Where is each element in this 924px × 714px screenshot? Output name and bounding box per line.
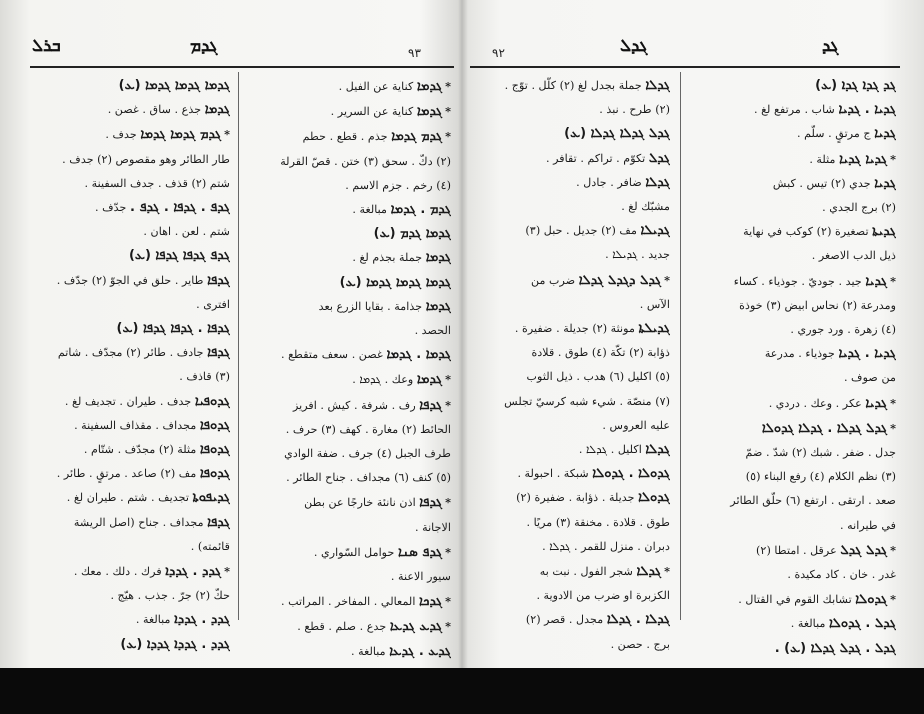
dictionary-entry bbox=[246, 516, 451, 540]
entry-marker: * bbox=[445, 79, 451, 93]
headword: ܓܕܦܐ bbox=[419, 495, 443, 511]
dictionary-entry bbox=[30, 438, 230, 462]
headword: ܓܕܝܠܐ bbox=[640, 223, 670, 239]
headword: ܓܕܘܦܝܐ bbox=[194, 393, 230, 409]
definition-text: جدع . صلم . قطع . bbox=[297, 620, 387, 634]
dictionary-entry bbox=[470, 341, 670, 365]
dictionary-entry bbox=[246, 343, 451, 367]
headword: ܓܕܘܠܐ bbox=[855, 592, 888, 608]
headword: ܓܕܟܐ bbox=[419, 594, 443, 610]
dictionary-entry bbox=[470, 147, 670, 171]
definition-text: مجداف . جناح (اصل الريشة bbox=[73, 515, 204, 529]
dictionary-entry bbox=[30, 220, 230, 244]
dictionary-entry bbox=[246, 295, 451, 319]
headword: ܓܕܠܐ bbox=[636, 564, 662, 580]
dictionary-entry bbox=[688, 220, 896, 244]
definition-text: جذع . ساق . غصن . bbox=[107, 103, 202, 117]
dictionary-entry bbox=[688, 489, 896, 513]
definition-text: مونثة (٢) جديلة . ضفيرة . bbox=[514, 322, 635, 336]
definition-text: طوق . قلادة . مخنقة (٣) مريًا . bbox=[526, 515, 670, 529]
dictionary-entry bbox=[30, 365, 230, 389]
definition-text: ذيل الدب الاصغر . bbox=[811, 249, 896, 263]
definition-text: من صوف . bbox=[843, 371, 896, 385]
headword: ܓܕܝܠܬܐ bbox=[638, 321, 670, 337]
column-left bbox=[470, 74, 670, 651]
headword: ܓܕܡܐ bbox=[416, 79, 443, 94]
scan-border bbox=[0, 668, 924, 714]
headword: ܓܕܡܐ . ܓܕܡܐ bbox=[386, 347, 451, 363]
dictionary-entry bbox=[30, 511, 230, 535]
definition-text: ضافر . جادل . bbox=[576, 175, 642, 189]
definition-text: الاجانة . bbox=[414, 520, 451, 534]
dictionary-entry bbox=[30, 74, 230, 98]
dictionary-entry bbox=[688, 342, 896, 366]
definition-text: تكوّم . تراكم . تقافر . bbox=[545, 151, 646, 165]
definition-text: جدف . bbox=[105, 128, 137, 142]
definition-text: فرك . دلك . معك . bbox=[73, 565, 162, 579]
headword: ܓܕܦ ܓܕܦܐ ܓܕܦܐ (ܥ) bbox=[128, 248, 230, 264]
headword: ܓܕܡܐ bbox=[416, 104, 443, 120]
headword: ܓܕܘܠܐ . ܓܕܘܠܐ bbox=[592, 466, 670, 482]
dictionary-entry bbox=[246, 589, 451, 614]
entry-marker: * bbox=[664, 564, 670, 579]
entry-marker: * bbox=[890, 273, 896, 288]
dictionary-entry bbox=[470, 74, 670, 98]
definition-text: (٢) برج الجدي . bbox=[822, 201, 896, 215]
definition-text: مبالغة . bbox=[135, 613, 171, 627]
dictionary-entry bbox=[30, 535, 230, 559]
definition-text: حوامل السّواري . bbox=[313, 545, 395, 559]
dictionary-entry bbox=[246, 174, 451, 198]
definition-text: كناية عن الفيل . bbox=[338, 80, 414, 93]
header-rule bbox=[30, 66, 454, 68]
dictionary-entry bbox=[470, 584, 670, 608]
definition-text: جملة بجدل لغ (٢) كلّل . توّج . bbox=[504, 79, 642, 92]
entry-marker: * bbox=[224, 564, 230, 579]
column-divider bbox=[680, 72, 681, 620]
definition-text: مبالغة . bbox=[352, 203, 388, 217]
definition-text: كناية عن السرير . bbox=[330, 105, 414, 119]
definition-text: مبالغة . bbox=[790, 617, 826, 631]
definition-text: صعد . ارتقى . ارتفع (٦) حلّق الطائر bbox=[730, 494, 896, 508]
definition-text: (٤) رخم . جزم الاسم . bbox=[345, 178, 451, 192]
headword: ܓܕܘܦܐ bbox=[199, 466, 230, 482]
definition-text: رف . شرفة . كيش . افريز bbox=[292, 398, 416, 412]
definition-text: جذامة . بقايا الزرع بعد bbox=[318, 299, 423, 313]
headword: ܓܕܠ bbox=[648, 150, 670, 166]
dictionary-entry bbox=[30, 559, 230, 584]
dictionary-entry bbox=[688, 416, 896, 441]
definition-text: في طيرانه . bbox=[839, 518, 896, 532]
definition-text: اذن نانئة خارجًا عن بطن bbox=[304, 496, 416, 510]
headword: ܓܕܠ ܓܕܠ bbox=[840, 542, 888, 558]
definition-text: تصغيرة (٢) كوكب في نهاية bbox=[743, 225, 869, 239]
entry-marker: * bbox=[890, 395, 896, 410]
dictionary-entry bbox=[470, 195, 670, 219]
definition-text: جذم . قطع . حطم bbox=[302, 130, 388, 144]
dictionary-entry bbox=[246, 74, 451, 99]
dictionary-entry bbox=[246, 367, 451, 392]
headword: ܓܕܠ . ܓܕܠ ܓܕܠܐ (ܥ) . bbox=[774, 640, 896, 656]
dictionary-entry bbox=[246, 246, 451, 270]
definition-text: (٥) كنف (٦) مجداف . جناح الطائر . bbox=[286, 471, 451, 485]
headword: ܓܕܦܐ bbox=[207, 345, 230, 361]
definition-text: غصن . سعف متقطع . bbox=[280, 348, 383, 362]
definition-text: حكّ (٢) جرّ . جذب . هيّج . bbox=[110, 589, 230, 603]
dictionary-entry bbox=[246, 271, 451, 295]
header-rule bbox=[470, 66, 900, 68]
definition-text: (٢) طرح . نبذ . bbox=[599, 103, 670, 117]
dictionary-entry bbox=[688, 538, 896, 563]
headword: ܓܕܠ . ܓܕܘܠܐ bbox=[829, 616, 896, 632]
dictionary-entry bbox=[688, 612, 896, 636]
dictionary-entry bbox=[470, 462, 670, 486]
definition-text: الآس . bbox=[639, 297, 670, 311]
headword: ܓܕܝܐ . ܓܕܝܐ bbox=[838, 102, 896, 118]
headword: ܓܕܘܦܐ bbox=[199, 442, 230, 458]
dictionary-entry bbox=[30, 486, 230, 510]
definition-text: ذؤابة (٢) تكّة (٤) طوق . قلادة bbox=[531, 346, 670, 360]
definition-text: مبالغة . bbox=[350, 644, 386, 658]
definition-text: غدر . خان . كاد مكيدة . bbox=[787, 568, 896, 582]
dictionary-entry bbox=[30, 414, 230, 438]
dictionary-entry bbox=[688, 465, 896, 489]
headword: ܓܕܦܐ bbox=[207, 272, 230, 288]
definition-text: (٥) اكليل (٦) هدب . ذيل الثوب bbox=[526, 370, 670, 384]
definition-text: برج . حصن . bbox=[610, 637, 670, 651]
dictionary-entry bbox=[688, 441, 896, 465]
dictionary-entry bbox=[470, 219, 670, 243]
entry-marker: * bbox=[445, 372, 451, 387]
page-number: ٩٣ bbox=[408, 46, 421, 60]
definition-text: سيور الاعنة . bbox=[390, 570, 451, 584]
column-right bbox=[246, 74, 451, 659]
dictionary-entry bbox=[688, 637, 896, 661]
definition-text: شجر الفول . نبت به bbox=[539, 565, 633, 579]
definition-text: (٣) قاذف . bbox=[179, 370, 230, 384]
definition-text: ج مرتقٍ . سلّم . bbox=[796, 127, 871, 141]
headword: ܓܕܡܐ ܓܕܡܐ ܓܕܡܐ (ܥ) bbox=[118, 78, 230, 93]
definition-text: جوذياء . مدرعة bbox=[764, 347, 835, 361]
headword: ܓܕܡܐ bbox=[416, 372, 443, 388]
definition-text: الحصد . bbox=[414, 324, 451, 338]
definition-text: (٤) زهرة . ورد جوري . bbox=[790, 323, 896, 337]
headword: ܓܕܝܐ bbox=[865, 273, 888, 289]
definition-text: مجداف . مقذاف السفينة . bbox=[74, 418, 197, 432]
headword: ܓܕܝܬܐ bbox=[872, 224, 896, 240]
entry-marker: * bbox=[664, 272, 670, 287]
page-number: ٩٢ bbox=[492, 46, 505, 60]
definition-text: شبكة . احبولة . bbox=[517, 467, 589, 481]
definition-text: مف (٢) جديل . حبل (٣) bbox=[525, 224, 637, 238]
headword: ܓܕܕ . ܓܕܕܐ bbox=[174, 612, 230, 628]
dictionary-entry bbox=[246, 565, 451, 589]
entry-marker: * bbox=[890, 420, 896, 435]
headword: ܓܕܝܦܘܬܐ bbox=[192, 490, 230, 506]
definition-text: مجدل . قصر (٢) bbox=[525, 613, 604, 627]
definition-text: دبران . منزل للقمر . ܓܕܠܐ . bbox=[542, 539, 670, 553]
dictionary-entry bbox=[246, 466, 451, 490]
dictionary-entry bbox=[30, 633, 230, 657]
headword: ܓܕܦܐ . ܓܕܦܐ ܓܕܦܐ (ܥ) bbox=[116, 321, 230, 337]
headword: ܓܕܠܐ . ܓܕܠܐ bbox=[606, 612, 670, 628]
headword: ܓܕܡܐ bbox=[425, 250, 451, 266]
dictionary-entry bbox=[30, 122, 230, 147]
headword: ܓܕܝܐ bbox=[865, 395, 888, 411]
headword: ܓܕܝܐ bbox=[874, 126, 896, 142]
running-head-right: ܓܕ bbox=[822, 36, 839, 56]
dictionary-entry bbox=[470, 365, 670, 389]
definition-text: جدل . ضفر . شبك (٢) شدّ . ضمّ bbox=[745, 446, 896, 460]
right-page bbox=[470, 0, 900, 668]
dictionary-entry bbox=[470, 511, 670, 535]
dictionary-entry bbox=[688, 318, 896, 342]
dictionary-entry bbox=[688, 366, 896, 390]
definition-text: افترى . bbox=[196, 297, 230, 311]
dictionary-entry bbox=[470, 633, 670, 657]
headword: ܓܕܠ ܓܕܠܐ . ܓܕܠܐ ܓܕܘܠܐ bbox=[761, 420, 888, 436]
dictionary-entry bbox=[30, 390, 230, 414]
dictionary-entry bbox=[246, 418, 451, 442]
definition-text: تشابك القوم في القتال . bbox=[738, 593, 852, 607]
headword: ܓܕܘܦܐ bbox=[199, 417, 230, 433]
headword: ܓܕܠܐ bbox=[645, 174, 670, 190]
headword: ܓܕܦܐ bbox=[207, 514, 230, 530]
headword: ܓܕܝܐ bbox=[874, 175, 896, 191]
dictionary-entry bbox=[688, 587, 896, 612]
dictionary-entry bbox=[246, 124, 451, 149]
definition-text: شتم (٢) قذف . جدف السفينة . bbox=[84, 176, 230, 190]
headword: ܓܕܡܐ bbox=[425, 298, 451, 314]
definition-text: طار الطائر وهو مقصوص (٢) جدف . bbox=[62, 152, 230, 166]
headword: ܓܕܥ . ܓܕܥܐ bbox=[389, 643, 451, 659]
headword: ܓܕܕ . ܓܕܕܐ bbox=[165, 564, 222, 580]
headword: ܓܕܦܐ bbox=[419, 397, 443, 413]
dictionary-entry bbox=[688, 294, 896, 318]
definition-text: المعالي . المفاخر . المراتب . bbox=[280, 595, 416, 609]
headword: ܓܕܕ . ܓܕܕܐ ܓܕܕܐ (ܥ) bbox=[120, 636, 230, 652]
dictionary-entry bbox=[470, 608, 670, 632]
definition-text: جادف . طائر (٢) مجدّف . شاتم bbox=[57, 346, 204, 360]
dictionary-entry bbox=[30, 584, 230, 608]
definition-text: مف (٢) صاعد . مرتقٍ . طائر . bbox=[56, 467, 197, 481]
column-right bbox=[688, 74, 896, 656]
headword: ܓܕܥ ܓܕܥܐ bbox=[389, 619, 443, 635]
dictionary-entry bbox=[30, 148, 230, 172]
headword: ܓܕܡ ܓܕܡܐ bbox=[391, 129, 443, 145]
entry-marker: * bbox=[445, 129, 451, 144]
definition-text: عرقل . امتطا (٢) bbox=[756, 543, 837, 557]
dictionary-entry bbox=[30, 269, 230, 293]
page-header bbox=[470, 36, 900, 66]
dictionary-entry bbox=[246, 614, 451, 639]
headword: ܓܕܦ . ܓܕܦܐ . ܓܕܦ . bbox=[130, 200, 230, 216]
entry-marker: * bbox=[445, 397, 451, 412]
dictionary-entry bbox=[246, 150, 451, 174]
dictionary-entry bbox=[688, 563, 896, 587]
headword: ܓܕܡ . ܓܕܡܐ bbox=[390, 202, 451, 218]
dictionary-entry bbox=[470, 268, 670, 293]
dictionary-entry bbox=[470, 122, 670, 146]
dictionary-entry bbox=[688, 514, 896, 538]
dictionary-entry bbox=[688, 269, 896, 294]
left-page bbox=[30, 0, 454, 668]
headword: ܓܕܠܐ bbox=[645, 78, 670, 93]
dictionary-entry bbox=[246, 640, 451, 664]
dictionary-entry bbox=[246, 442, 451, 466]
dictionary-entry bbox=[470, 243, 670, 267]
dictionary-entry bbox=[30, 98, 230, 122]
dictionary-entry bbox=[30, 244, 230, 268]
definition-text: وعك . ܓܕܡܐ . bbox=[352, 373, 414, 387]
dictionary-entry bbox=[30, 341, 230, 365]
definition-text: ضرب من bbox=[530, 273, 576, 287]
dictionary-entry bbox=[30, 293, 230, 317]
dictionary-entry bbox=[688, 98, 896, 122]
definition-text: شاب . مرتفع لغ . bbox=[753, 103, 835, 117]
dictionary-entry bbox=[470, 559, 670, 584]
entry-marker: * bbox=[445, 104, 451, 119]
entry-marker: * bbox=[445, 594, 451, 609]
entry-marker: * bbox=[445, 544, 451, 559]
dictionary-entry bbox=[246, 99, 451, 124]
headword: ܓܕ ܓܕܐ ܓܕܐ (ܥ) bbox=[815, 78, 896, 93]
entry-marker: * bbox=[890, 542, 896, 557]
definition-text: طرف الجبل (٤) جرف . ضفة الوادي bbox=[284, 447, 451, 461]
dictionary-entry bbox=[30, 462, 230, 486]
definition-text: ومدرعة (٢) نحاس ابيض (٣) خوذة bbox=[739, 298, 896, 312]
dictionary-entry bbox=[688, 147, 896, 172]
definition-text: جملة بجذم لغ . bbox=[352, 251, 423, 265]
dictionary-entry bbox=[470, 171, 670, 195]
running-head-left: ܓܕܠ bbox=[620, 36, 648, 56]
dictionary-entry bbox=[30, 196, 230, 220]
headword: ܓܕܡܐ ܓܕܡܐ ܓܕܡܐ (ܥ) bbox=[339, 274, 451, 290]
definition-text: شتم . لعن . اهان . bbox=[143, 225, 230, 239]
headword: ܓܕܠ ܕܓܕܠ ܓܕܠܐ bbox=[578, 272, 662, 288]
headword: ܓܕܘܠܐ bbox=[638, 490, 670, 506]
dictionary-entry bbox=[688, 74, 896, 98]
dictionary-entry bbox=[470, 535, 670, 559]
dictionary-entry bbox=[246, 198, 451, 222]
dictionary-entry bbox=[246, 319, 451, 343]
running-head-right: ܓܕܡ bbox=[190, 36, 218, 56]
entry-marker: * bbox=[890, 592, 896, 607]
dictionary-entry bbox=[688, 122, 896, 146]
dictionary-entry bbox=[470, 414, 670, 438]
dictionary-entry bbox=[30, 608, 230, 632]
definition-text: جديلة . ذؤابة . ضفيرة (٢) bbox=[516, 491, 635, 505]
entry-marker: * bbox=[445, 619, 451, 634]
definition-text: (٧) منصّة . شيء شبه كرسيّ تجلس bbox=[504, 394, 670, 408]
definition-text: مثلة . bbox=[809, 152, 836, 166]
dictionary-entry bbox=[246, 540, 451, 565]
definition-text: طاير . حلق في الجوّ (٢) جدّف . bbox=[56, 273, 204, 287]
headword: ܓܕܝܐ ܓܕܝܐ bbox=[839, 151, 888, 167]
dictionary-entry bbox=[688, 172, 896, 196]
definition-text: قائمته) . bbox=[190, 539, 230, 553]
headword: ܓܕܡܐ ܓܕܡ (ܥ) bbox=[373, 226, 451, 242]
definition-text: تجديف . شتم . طيران لغ . bbox=[66, 491, 189, 505]
definition-text: عليه العروس . bbox=[602, 418, 670, 432]
column-left bbox=[30, 74, 230, 652]
definition-text: اكليل . ܓܕܠܐ . bbox=[578, 443, 642, 457]
dictionary-entry bbox=[470, 98, 670, 122]
dictionary-entry bbox=[688, 391, 896, 416]
headword: ܓܕܦ ܣܢܐ bbox=[397, 544, 443, 560]
dictionary-entry bbox=[470, 438, 670, 462]
definition-text: الحائط (٢) مغارة . كهف (٣) حرف . bbox=[285, 422, 451, 436]
headword: ܓܕܡܐ bbox=[204, 102, 230, 118]
definition-text: مثلة (٢) مجدّف . شتّام . bbox=[83, 443, 197, 457]
dictionary-entry bbox=[470, 293, 670, 317]
headword: ܓܕܡ ܓܕܡܐ ܓܕܡܐ bbox=[140, 127, 222, 143]
dictionary-entry bbox=[688, 196, 896, 220]
dictionary-entry bbox=[688, 244, 896, 268]
definition-text: جدي (٢) تيس . كبش bbox=[772, 176, 871, 190]
entry-marker: * bbox=[224, 127, 230, 142]
dictionary-entry bbox=[246, 490, 451, 515]
dictionary-entry bbox=[246, 222, 451, 246]
dictionary-entry bbox=[470, 317, 670, 341]
definition-text: عكر . وعك . دردي . bbox=[768, 396, 862, 410]
dictionary-entry bbox=[470, 486, 670, 510]
page-header bbox=[30, 36, 454, 66]
definition-text: (٢) دكّ . سحق (٣) ختن . قصّ القرلة bbox=[280, 154, 451, 168]
definition-text: (٣) نظم الكلام (٤) رفع البناء (٥) bbox=[745, 470, 896, 484]
definition-text: الكزبرة او ضرب من الادوية . bbox=[536, 589, 670, 603]
dictionary-entry bbox=[470, 390, 670, 414]
column-divider bbox=[238, 72, 239, 620]
running-head-left: ܒܪܠ bbox=[32, 36, 61, 56]
headword: ܓܕܝܐ . ܓܕܝܐ bbox=[838, 346, 896, 362]
dictionary-entry bbox=[30, 317, 230, 341]
definition-text: جديد . ܓܕܝܠܐ . bbox=[605, 248, 670, 262]
definition-text: جيد . جوديّ . جوذياء . كساء bbox=[733, 274, 862, 288]
headword: ܓܕܠܐ bbox=[645, 442, 670, 458]
headword: ܓܕܠ ܓܕܠܐ ܓܕܠܐ (ܥ) bbox=[564, 126, 670, 142]
definition-text: جدف . طيران . تجديف لغ . bbox=[64, 394, 192, 408]
entry-marker: * bbox=[890, 151, 896, 166]
entry-marker: * bbox=[445, 495, 451, 510]
definition-text: مشبّك لغ . bbox=[621, 200, 670, 214]
dictionary-entry bbox=[30, 172, 230, 196]
definition-text: جدّف . bbox=[94, 201, 127, 215]
dictionary-entry bbox=[246, 393, 451, 418]
